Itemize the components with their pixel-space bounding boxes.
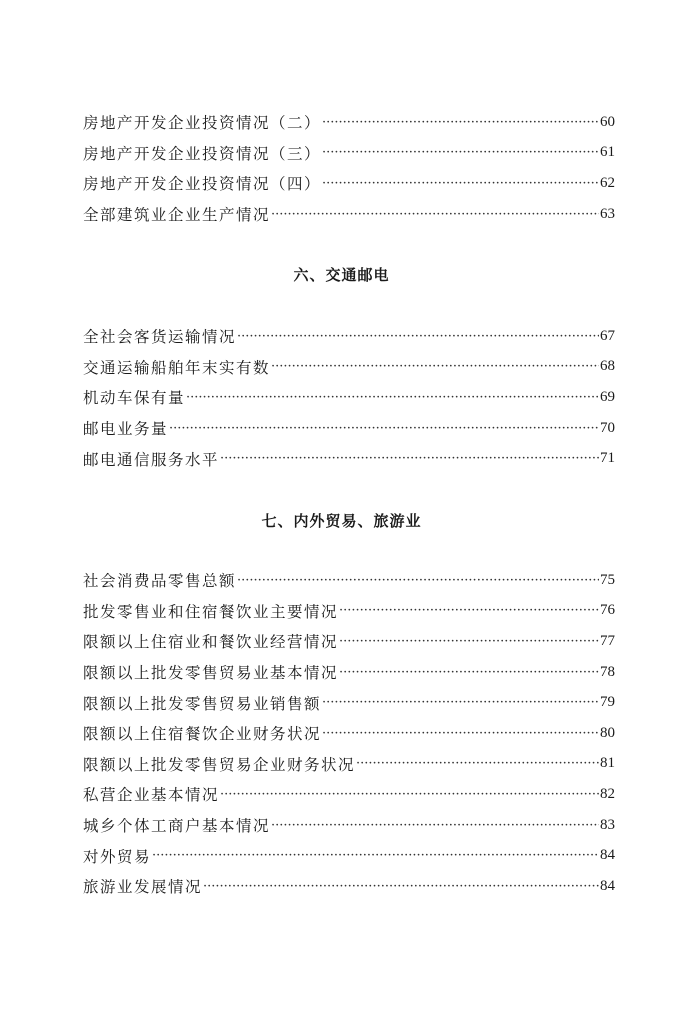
toc-group-transport (83, 321, 615, 474)
toc-entry-title: 房地产开发企业投资情况（三） (83, 144, 322, 163)
toc-entry-page: 79 (600, 694, 615, 711)
dot-leader (220, 451, 599, 466)
toc-entry-title: 私营企业基本情况 (83, 786, 220, 805)
toc-entry-page: 80 (600, 724, 615, 741)
toc-entry-title: 旅游业发展情况 (83, 878, 203, 897)
toc-entry-page: 81 (600, 755, 615, 772)
toc-entry[interactable] (83, 138, 615, 169)
toc-entry-page: 84 (600, 877, 615, 894)
section-heading-trade: 七、内外贸易、旅游业 (261, 512, 422, 530)
toc-entry-page: 67 (600, 327, 615, 344)
toc-entry-page: 69 (600, 388, 615, 405)
toc-entry[interactable] (83, 199, 615, 230)
toc-entry[interactable] (83, 626, 615, 657)
toc-entry-page: 77 (600, 632, 615, 649)
dot-leader (339, 665, 599, 680)
dot-leader (339, 603, 599, 618)
toc-entry-page: 68 (600, 358, 615, 375)
toc-entry-page: 70 (600, 419, 615, 436)
toc-entry-title: 房地产开发企业投资情况（二） (83, 114, 322, 133)
toc-entry-page: 76 (600, 602, 615, 619)
toc-entry-title: 房地产开发企业投资情况（四） (83, 175, 322, 194)
toc-entry-page: 63 (600, 205, 615, 222)
section-heading-transport: 六、交通邮电 (293, 266, 390, 284)
toc-entry[interactable] (83, 352, 615, 383)
toc-entry-page: 84 (600, 847, 615, 864)
toc-entry-title: 限额以上住宿餐饮企业财务状况 (83, 725, 322, 744)
toc-entry-page: 60 (600, 113, 615, 130)
dot-leader (237, 329, 599, 344)
toc-entry-title: 批发零售业和住宿餐饮业主要情况 (83, 602, 339, 621)
dot-leader (237, 573, 599, 588)
toc-entry[interactable] (83, 687, 615, 718)
toc-entry-title: 限额以上住宿业和餐饮业经营情况 (83, 633, 339, 652)
dot-leader (186, 390, 599, 405)
dot-leader (322, 115, 599, 130)
dot-leader (271, 818, 599, 833)
toc-entry-title: 机动车保有量 (83, 389, 186, 408)
toc-entry-title: 限额以上批发零售贸易业基本情况 (83, 664, 339, 683)
toc-entry-title: 邮电通信服务水平 (83, 450, 220, 469)
toc-entry[interactable] (83, 749, 615, 780)
toc-entry[interactable] (83, 840, 615, 871)
dot-leader (271, 207, 599, 222)
toc-entry[interactable] (83, 657, 615, 688)
toc-entry[interactable] (83, 565, 615, 596)
dot-leader (322, 726, 599, 741)
toc-entry[interactable] (83, 718, 615, 749)
toc-entry-title: 限额以上批发零售贸易企业财务状况 (83, 755, 356, 774)
toc-entry-page: 61 (600, 144, 615, 161)
dot-leader (203, 879, 599, 894)
toc-entry-title: 城乡个体工商户基本情况 (83, 817, 271, 836)
toc-entry[interactable] (83, 168, 615, 199)
toc-entry[interactable] (83, 810, 615, 841)
toc-entry[interactable] (83, 321, 615, 352)
toc-group-real-estate (83, 107, 615, 229)
toc-entry[interactable] (83, 413, 615, 444)
toc-entry-page: 83 (600, 816, 615, 833)
dot-leader (339, 634, 599, 649)
toc-entry[interactable] (83, 596, 615, 627)
dot-leader (271, 359, 599, 374)
toc-entry-page: 71 (600, 450, 615, 467)
toc-entry-page: 78 (600, 663, 615, 680)
dot-leader (356, 756, 599, 771)
toc-entry-title: 社会消费品零售总额 (83, 572, 237, 591)
dot-leader (169, 421, 599, 436)
toc-entry[interactable] (83, 779, 615, 810)
toc-entry-title: 限额以上批发零售贸易业销售额 (83, 694, 322, 713)
toc-entry-title: 全社会客货运输情况 (83, 328, 237, 347)
dot-leader (322, 145, 599, 160)
toc-entry-title: 对外贸易 (83, 847, 152, 866)
toc-group-trade (83, 565, 615, 902)
toc-entry-title: 交通运输船舶年末实有数 (83, 358, 271, 377)
toc-entry[interactable] (83, 871, 615, 902)
toc-entry-page: 82 (600, 785, 615, 802)
toc-entry-page: 75 (600, 571, 615, 588)
dot-leader (220, 787, 599, 802)
toc-entry-title: 邮电业务量 (83, 420, 169, 439)
dot-leader (152, 848, 599, 863)
toc-entry[interactable] (83, 107, 615, 138)
dot-leader (322, 695, 599, 710)
toc-entry[interactable] (83, 443, 615, 474)
toc-entry-title: 全部建筑业企业生产情况 (83, 206, 271, 225)
toc-entry-page: 62 (600, 174, 615, 191)
dot-leader (322, 176, 599, 191)
toc-entry[interactable] (83, 382, 615, 413)
